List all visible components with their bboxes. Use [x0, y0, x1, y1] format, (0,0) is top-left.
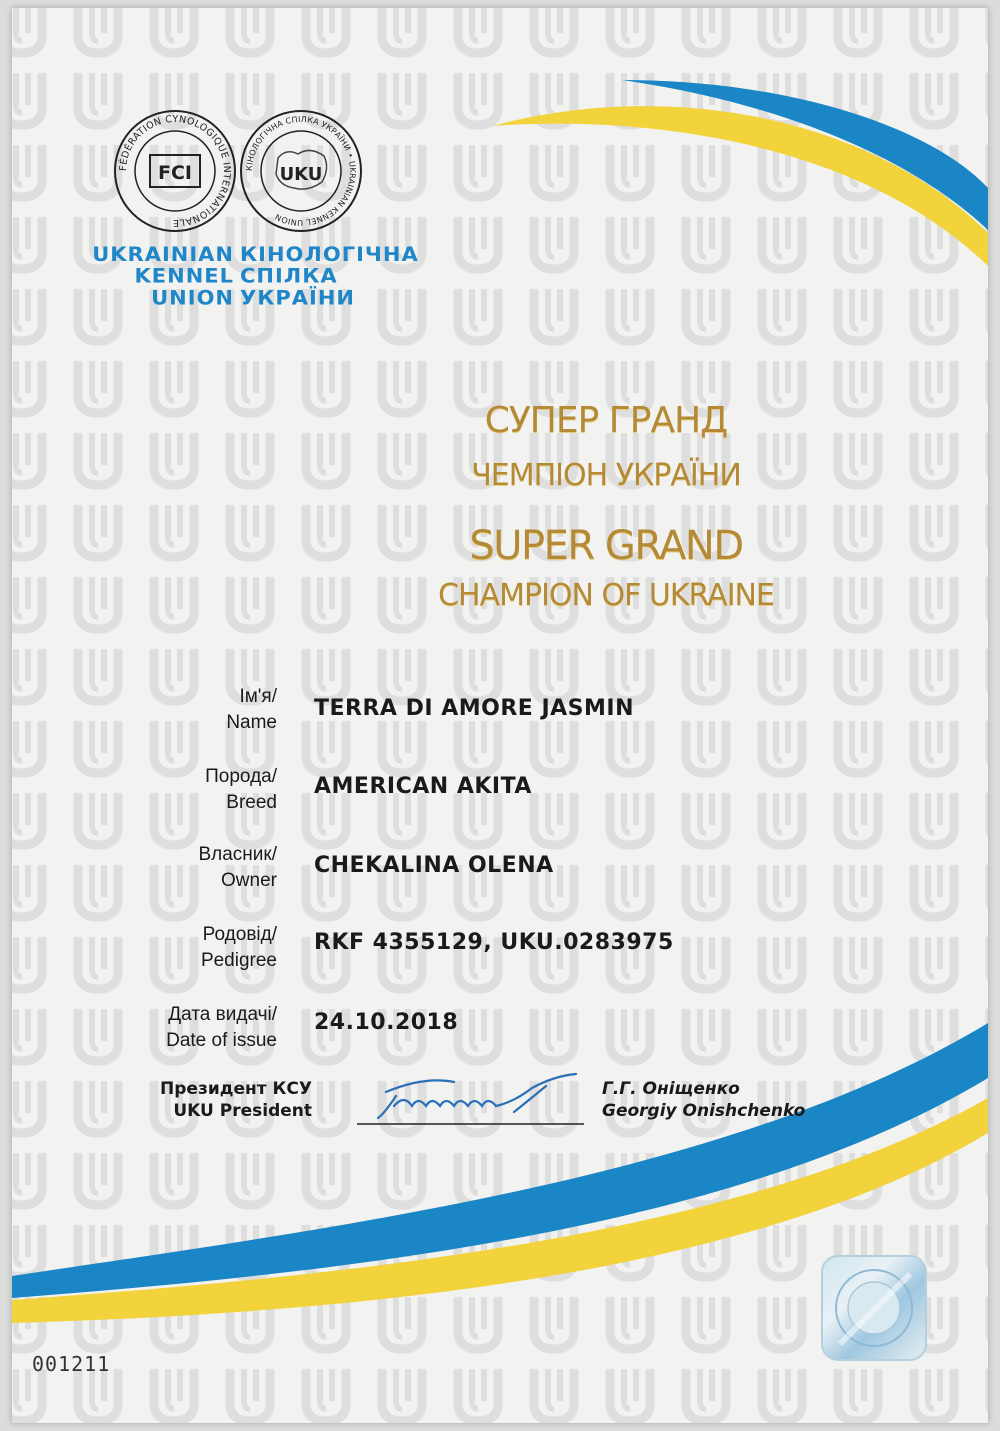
- title-ua-line1: СУПЕР ГРАНД: [484, 400, 728, 441]
- title-en-line1: SUPER GRAND: [469, 523, 743, 569]
- field-value-date: 24.10.2018: [314, 1010, 459, 1035]
- title-ua-line2: ЧЕМПІОН УКРАЇНИ: [471, 458, 741, 493]
- field-value-owner: CHEKALINA OLENA: [314, 853, 554, 878]
- president-role: [108, 1078, 312, 1122]
- field-label-owner-ua: Власник/: [198, 844, 277, 865]
- serial-number: 001211: [32, 1352, 111, 1376]
- org-name-en-line1: UKRAINIAN: [92, 242, 234, 266]
- field-label-breed: [205, 764, 277, 816]
- field-label-date: [166, 1002, 277, 1054]
- uku-center-text: UKU: [279, 164, 323, 185]
- org-name-ua-line3: УКРАЇНИ: [240, 286, 355, 310]
- fci-logo: [112, 108, 238, 234]
- uku-ring-text: КІНОЛОГІЧНА СПІЛКА УКРАЇНИ • UKRAINIAN KENNEL UNION: [244, 114, 358, 228]
- field-label-name: [226, 684, 277, 736]
- field-label-breed-ua: Порода/: [205, 766, 277, 787]
- field-label-owner-en: Owner: [221, 870, 277, 891]
- president-name-en: Georgiy Onishchenko: [602, 1101, 806, 1121]
- field-value-pedigree: RKF 4355129, UKU.0283975: [314, 930, 674, 955]
- field-label-pedigree: [201, 922, 277, 974]
- org-name-en-line3: UNION: [151, 286, 234, 310]
- field-label-pedigree-ua: Родовід/: [202, 924, 277, 945]
- president-role-ua: Президент КСУ: [160, 1079, 312, 1099]
- field-label-name-ua: Ім'я/: [239, 686, 277, 707]
- president-role-en: UKU President: [173, 1101, 312, 1121]
- president-name-ua: Г.Г. Оніщенко: [602, 1079, 740, 1099]
- president-signature: [364, 1066, 584, 1126]
- president-name: [602, 1078, 805, 1122]
- field-value-breed: AMERICAN AKITA: [314, 774, 532, 799]
- field-label-breed-en: Breed: [226, 792, 277, 813]
- title-en-line2: CHAMPION OF UKRAINE: [438, 578, 774, 613]
- org-name-en-line2: KENNEL: [134, 264, 234, 288]
- org-name-ua-line1: КІНОЛОГІЧНА: [240, 242, 419, 266]
- field-value-name: TERRA DI AMORE JASMIN: [314, 696, 635, 721]
- org-name-ua-line2: СПІЛКА: [240, 264, 338, 288]
- fci-center-text: FCI: [158, 162, 192, 184]
- hologram-sticker: [820, 1254, 928, 1362]
- org-name-ua: [240, 244, 430, 310]
- field-label-owner: [198, 842, 277, 894]
- field-label-name-en: Name: [226, 712, 277, 733]
- org-name-en: [82, 244, 234, 310]
- field-label-date-en: Date of issue: [166, 1030, 277, 1051]
- uku-logo: [238, 108, 364, 234]
- field-label-date-ua: Дата видачі/: [168, 1004, 277, 1025]
- certificate-page: [12, 8, 988, 1423]
- field-label-pedigree-en: Pedigree: [200, 950, 277, 971]
- fci-ring-text: FÉDÉRATION CYNOLOGIQUE INTERNATIONALE: [117, 113, 233, 229]
